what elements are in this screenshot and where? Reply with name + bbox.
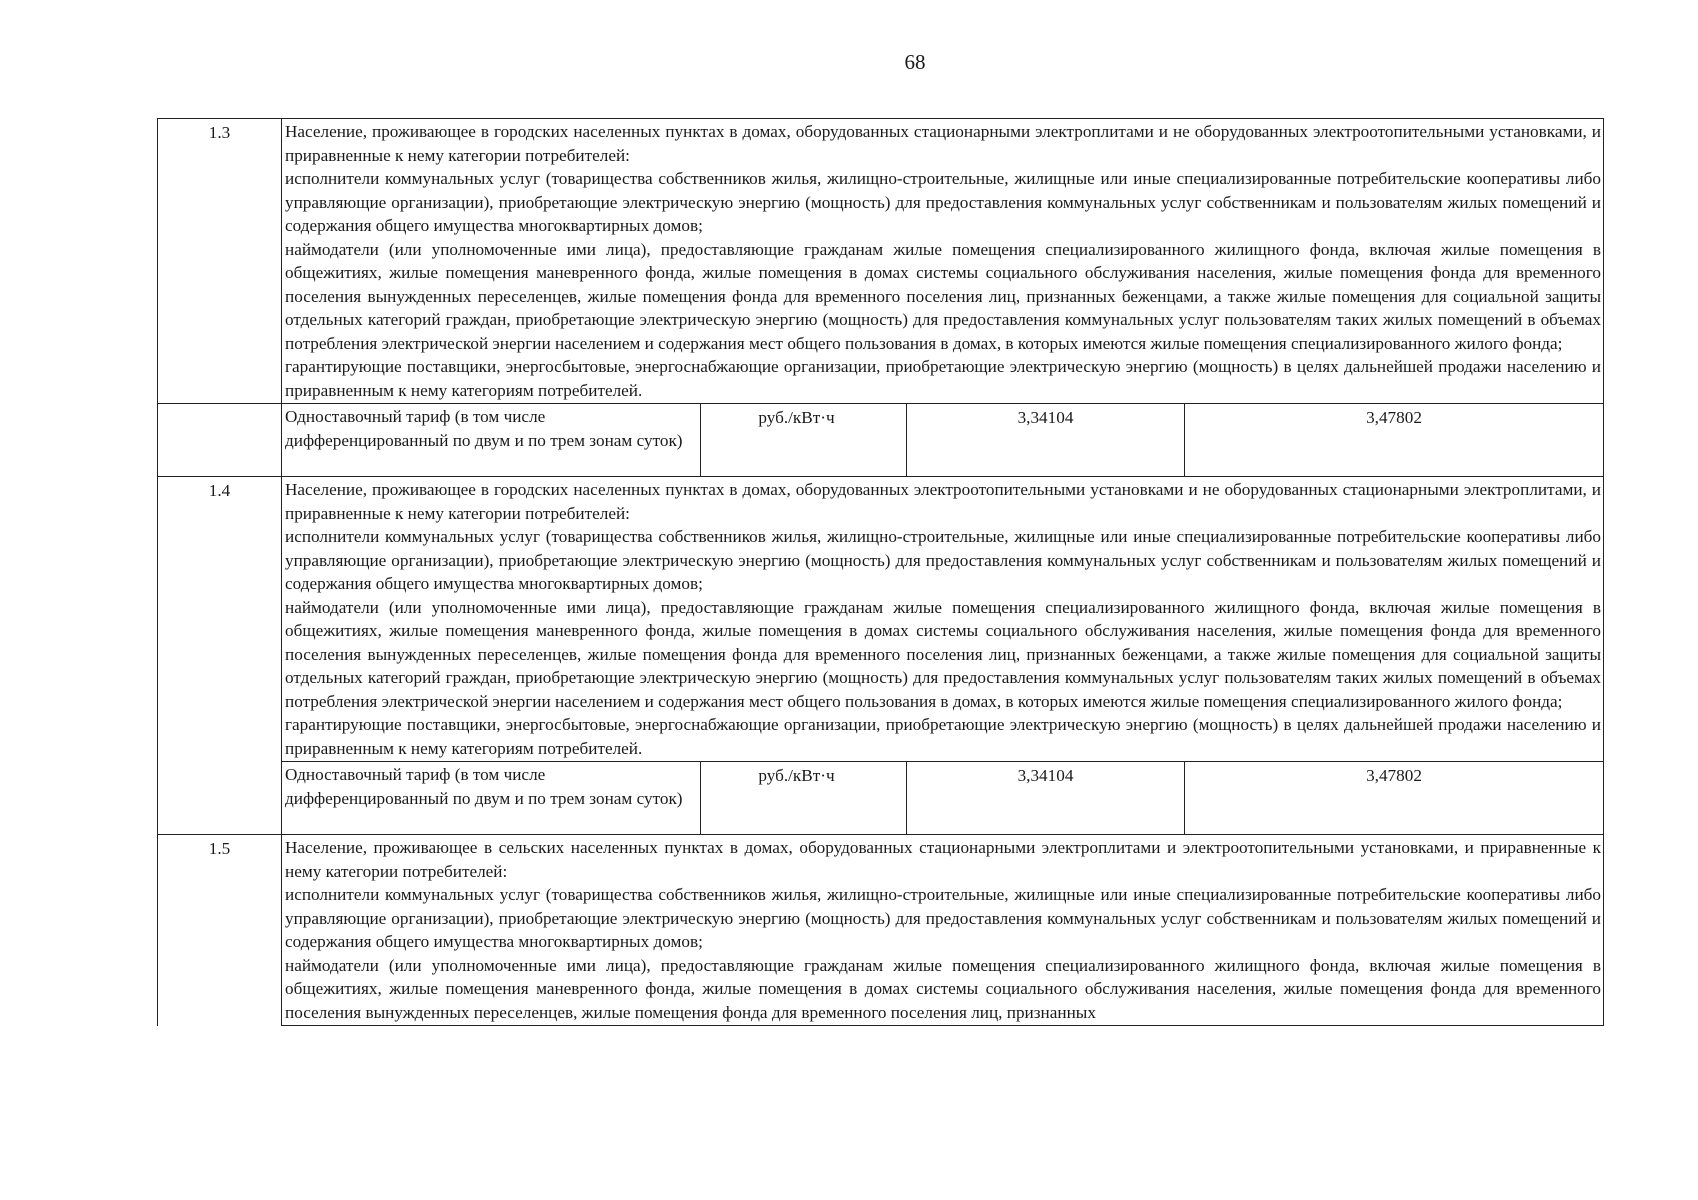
category-paragraph: исполнители коммунальных услуг (товарищества собственников жилья, жилищно-строительные, жилищные или иные специализированные потребительские кооперативы либо управляющие организации), приобретающие электрическую энергию (мощность) для предоставления коммунальных услуг собственникам и пользователям жилых помещений и содержания общего имущества многоквартирных домов;	[285, 527, 1601, 593]
category-row	[158, 477, 1604, 762]
category-description	[282, 477, 1604, 762]
tariff-value-second-half: 3,47802	[1185, 762, 1604, 835]
row-number: 1.4	[158, 477, 282, 835]
category-paragraph: гарантирующие поставщики, энергосбытовые, энергоснабжающие организации, приобретающие электрическую энергию (мощность) в целях дальнейшей продажи населению и приравненным к нему категориям потребителей.	[285, 715, 1601, 758]
tariff-value-second-half: 3,47802	[1185, 404, 1604, 477]
category-paragraph: исполнители коммунальных услуг (товарищества собственников жилья, жилищно-строительные, жилищные или иные специализированные потребительские кооперативы либо управляющие организации), приобретающие электрическую энергию (мощность) для предоставления коммунальных услуг собственникам и пользователям жилых помещений и содержания общего имущества многоквартирных домов;	[285, 169, 1601, 235]
category-paragraph: Население, проживающее в сельских населенных пунктах в домах, оборудованных стационарными электроплитами и электроотопительными установками, и приравненные к нему категории потребителей:	[285, 838, 1601, 881]
tariff-value-first-half: 3,34104	[907, 404, 1185, 477]
row-number: 1.5	[158, 835, 282, 1026]
page-number: 68	[904, 50, 926, 74]
tariff-unit: руб./кВт·ч	[701, 404, 907, 477]
category-paragraph: Население, проживающее в городских населенных пунктах в домах, оборудованных электроотопительными установками и не оборудованных стационарными электроплитами, и приравненные к нему категории потребителей:	[285, 480, 1601, 523]
category-paragraph: наймодатели (или уполномоченные ими лица), предоставляющие гражданам жилые помещения специализированного жилищного фонда, включая жилые помещения в общежитиях, жилые помещения маневренного фонда, жилые помещения в домах системы социального обслуживания населения, жилые помещения фонда для временного поселения вынужденных переселенцев, жилые помещения фонда для временного поселения лиц, признанных	[285, 955, 1601, 1022]
category-description	[282, 835, 1604, 1026]
category-row	[158, 119, 1604, 404]
tariff-table	[157, 118, 1604, 1026]
category-row	[158, 835, 1604, 1026]
category-paragraph: исполнители коммунальных услуг (товарищества собственников жилья, жилищно-строительные, жилищные или иные специализированные потребительские кооперативы либо управляющие организации), приобретающие электрическую энергию (мощность) для предоставления коммунальных услуг собственникам и пользователям жилых помещений и содержания общего имущества многоквартирных домов;	[285, 885, 1601, 951]
category-paragraph: гарантирующие поставщики, энергосбытовые, энергоснабжающие организации, приобретающие электрическую энергию (мощность) в целях дальнейшей продажи населению и приравненным к нему категориям потребителей.	[285, 357, 1601, 400]
tariff-row	[158, 762, 1604, 835]
category-paragraph: Население, проживающее в городских населенных пунктах в домах, оборудованных стационарными электроплитами и не оборудованных электроотопительными установками, и приравненные к нему категории потребителей:	[285, 122, 1601, 165]
tariff-name: Одноставочный тариф (в том числе дифференцированный по двум и по трем зонам суток)	[282, 404, 701, 477]
empty-number-cell	[158, 404, 282, 477]
category-description	[282, 119, 1604, 404]
category-paragraph: наймодатели (или уполномоченные ими лица), предоставляющие гражданам жилые помещения специализированного жилищного фонда, включая жилые помещения в общежитиях, жилые помещения маневренного фонда, жилые помещения в домах системы социального обслуживания населения, жилые помещения фонда для временного поселения вынужденных переселенцев, жилые помещения фонда для временного поселения лиц, признанных беженцами, а также жилые помещения для социальной защиты отдельных категорий граждан, приобретающие электрическую энергию (мощность) для предоставления коммунальных услуг пользователям таких жилых помещений в объемах потребления электрической энергии населением и содержания мест общего пользования в домах, в которых имеются жилые помещения специализированного жилого фонда;	[285, 597, 1601, 711]
row-number: 1.3	[158, 119, 282, 404]
tariff-value-first-half: 3,34104	[907, 762, 1185, 835]
tariff-name: Одноставочный тариф (в том числе дифференцированный по двум и по трем зонам суток)	[282, 762, 701, 835]
tariff-unit: руб./кВт·ч	[701, 762, 907, 835]
tariff-row	[158, 404, 1604, 477]
category-paragraph: наймодатели (или уполномоченные ими лица), предоставляющие гражданам жилые помещения специализированного жилищного фонда, включая жилые помещения в общежитиях, жилые помещения маневренного фонда, жилые помещения в домах системы социального обслуживания населения, жилые помещения фонда для временного поселения вынужденных переселенцев, жилые помещения фонда для временного поселения лиц, признанных беженцами, а также жилые помещения для социальной защиты отдельных категорий граждан, приобретающие электрическую энергию (мощность) для предоставления коммунальных услуг пользователям таких жилых помещений в объемах потребления электрической энергии населением и содержания мест общего пользования в домах, в которых имеются жилые помещения специализированного жилого фонда;	[285, 239, 1601, 353]
